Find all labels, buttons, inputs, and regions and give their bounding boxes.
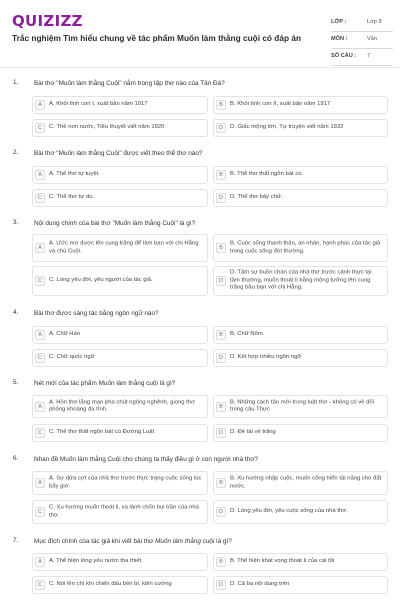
option-text: D. Thể thơ bảy chữ. — [230, 194, 283, 201]
option-letter: C — [35, 580, 45, 590]
option-letter: D — [216, 276, 226, 286]
option-text: D. Giấc mộng lớn, Tự truyện viết năm 1932 — [230, 124, 344, 131]
meta-label: MÔN : — [331, 36, 348, 42]
option-c[interactable] — [32, 424, 208, 442]
option-letter: A — [35, 170, 45, 180]
option-b[interactable] — [213, 395, 388, 418]
option-d[interactable] — [213, 500, 388, 524]
option-letter: D — [216, 193, 226, 203]
divider — [0, 67, 400, 68]
meta-value: Văn — [367, 36, 377, 42]
option-a[interactable] — [32, 96, 208, 114]
meta-row-subject — [331, 33, 393, 49]
question-text: Bài thơ "Muốn làm thằng Cuội" được viết theo thể thơ nào? — [34, 150, 203, 157]
option-text: C. Xu hướng muốn thoát li, xa lánh chốn bụi trần của nhà thơ. — [49, 504, 199, 518]
option-letter: B — [216, 478, 226, 488]
option-letter: C — [35, 428, 45, 438]
option-letter: A — [35, 243, 45, 253]
question-5 — [0, 379, 400, 436]
option-a[interactable] — [32, 234, 208, 262]
question-number: 6. — [13, 455, 19, 462]
option-letter: A — [35, 478, 45, 488]
option-b[interactable] — [213, 326, 388, 344]
option-text: D. Lòng yêu đời, yêu cuộc sống của nhà thơ. — [230, 508, 348, 515]
option-letter: D — [216, 428, 226, 438]
option-letter: B — [216, 170, 226, 180]
option-letter: D — [216, 123, 226, 133]
option-text: C. Lòng yêu đời, yêu người của tác giả. — [49, 277, 153, 284]
header — [0, 0, 400, 72]
option-letter: C — [35, 193, 45, 203]
option-text: B. Chữ Nôm — [230, 331, 263, 338]
option-b[interactable] — [213, 96, 388, 114]
option-letter: C — [35, 123, 45, 133]
option-a[interactable] — [32, 166, 208, 184]
option-a[interactable] — [32, 471, 208, 495]
meta-row-grade — [331, 16, 393, 32]
meta-row-count — [331, 50, 393, 66]
question-number: 4. — [13, 309, 19, 316]
meta-value: 7 — [367, 53, 371, 59]
question-number: 5. — [13, 379, 19, 386]
option-b[interactable] — [213, 471, 388, 495]
option-b[interactable] — [213, 553, 388, 571]
question-2 — [0, 149, 400, 201]
option-c[interactable] — [32, 349, 208, 367]
page-title: Trắc nghiệm Tìm hiểu chung về tác phẩm Muốn làm thằng cuội có đáp án — [12, 33, 302, 43]
option-text: A. Thể hiện lòng yêu nước tha thiết — [49, 558, 142, 565]
question-text: Nội dung chính của bài thơ "Muốn làm thằng Cuội" là gì? — [34, 220, 196, 227]
option-text: D. Tâm sự buồn chán của nhà thơ trước cảnh thực tại tầm thường, muốn thoát li bằng mộng tưởng lên cung trăng bầu bạn với chị Hằng. — [230, 269, 372, 291]
option-c[interactable] — [32, 266, 208, 296]
option-c[interactable] — [32, 576, 208, 594]
option-a[interactable] — [32, 553, 208, 571]
option-letter: D — [216, 353, 226, 363]
option-a[interactable] — [32, 326, 208, 344]
option-letter: A — [35, 402, 45, 412]
option-letter: B — [216, 100, 226, 110]
quizizz-logo: QUIZIZZ — [12, 12, 83, 30]
option-letter: A — [35, 100, 45, 110]
question-7 — [0, 537, 400, 588]
option-letter: D — [216, 507, 226, 517]
option-text: C. Nói lên chí khí chiến đấu bền bỉ, kiên cường — [49, 581, 172, 588]
option-letter: B — [216, 330, 226, 340]
option-d[interactable] — [213, 349, 388, 367]
option-letter: C — [35, 276, 45, 286]
option-c[interactable] — [32, 119, 208, 137]
option-text: A. Hồn thơ lãng mạn pha chút ngông nghênh, giọng thơ phóng khoáng đa tình. — [49, 398, 195, 413]
option-text: A. Thể thơ tự tuyệt. — [49, 171, 100, 178]
option-c[interactable] — [32, 189, 208, 207]
question-number: 3. — [13, 219, 19, 226]
question-number: 2. — [13, 149, 19, 156]
option-text: D. Đề tài về trăng — [230, 429, 276, 436]
option-letter: B — [216, 243, 226, 253]
option-letter: B — [216, 402, 226, 412]
option-text: B. Thể hiện khát vọng thoát li của cái tôi — [230, 558, 335, 565]
option-b[interactable] — [213, 234, 388, 262]
question-text: Mục đích chính của tác giả khi viết bài thơ Muốn làm thằng cuội là gì? — [34, 538, 232, 545]
option-text: C. Thể thơ thất ngôn bát cú Đường Luật — [49, 429, 155, 436]
meta-value: Lớp 8 — [367, 19, 382, 25]
option-a[interactable] — [32, 395, 208, 418]
option-c[interactable] — [32, 500, 208, 524]
option-text: C. Chữ quốc ngữ — [49, 354, 95, 361]
option-letter: A — [35, 330, 45, 340]
option-d[interactable] — [213, 189, 388, 207]
option-text: B. Xu hướng nhập cuộc, muốn cống hiến tài năng cho đất nước. — [230, 475, 382, 489]
option-text: D. Cả ba nội dung trên — [230, 581, 290, 588]
option-b[interactable] — [213, 166, 388, 184]
meta-panel — [331, 16, 393, 67]
question-text: Bài thơ được sáng tác bằng ngôn ngữ nào? — [34, 310, 159, 317]
option-letter: C — [35, 507, 45, 517]
question-4 — [0, 309, 400, 361]
question-text: Nhan đề Muốn làm thằng Cuội cho chúng ta thấy điều gì ở con người nhà thơ? — [34, 456, 258, 463]
question-number: 7. — [13, 537, 19, 544]
option-d[interactable] — [213, 266, 388, 296]
question-6 — [0, 455, 400, 518]
option-text: A. Chữ Hán — [49, 331, 81, 338]
meta-label: SỐ CÂU : — [331, 53, 357, 59]
option-d[interactable] — [213, 119, 388, 137]
option-text: A. Ước mơ được lên cung trăng để làm bạn với chị Hằng và chú Cuội. — [49, 240, 199, 254]
option-letter: C — [35, 353, 45, 363]
option-text: A. Khối tình con I, xuất bản năm 1917 — [49, 101, 148, 108]
question-text: Nét mới của tác phẩm Muốn làm thằng cuội là gì? — [34, 380, 176, 387]
option-text: C. Thể thơ tự do. — [49, 194, 95, 201]
option-text: B. Cuộc sống thanh thản, an nhàn, hạnh phúc của tác giả trong cuộc sống đời thường. — [230, 240, 381, 254]
option-letter: B — [216, 557, 226, 567]
question-1 — [0, 79, 400, 131]
question-number: 1. — [13, 79, 19, 86]
option-d[interactable] — [213, 424, 388, 442]
option-text: B. Khối tình con II, xuất bản năm 1917 — [230, 101, 331, 108]
option-text: B. Những cách tân mới trong luật thơ - không có về đối trong câu Thực — [230, 398, 374, 413]
option-d[interactable] — [213, 576, 388, 594]
option-text: D. Kết hợp nhiều ngôn ngữ — [230, 354, 302, 361]
meta-label: LỚP : — [331, 19, 347, 25]
question-3 — [0, 219, 400, 291]
question-text: Bài thơ "Muốn làm thằng Cuội" nằm trong tập thơ nào của Tản Đà? — [34, 80, 225, 87]
option-text: A. Sự dửa cợt của nhà thơ trước thực trạng cuộc sống lúc bấy giờ. — [49, 475, 202, 489]
option-letter: D — [216, 580, 226, 590]
option-text: C. Thề non nước, Tiểu thuyết viết năm 1920 — [49, 124, 165, 131]
option-text: B. Thể thơ thất ngôn bát cú. — [230, 171, 304, 178]
option-letter: A — [35, 557, 45, 567]
